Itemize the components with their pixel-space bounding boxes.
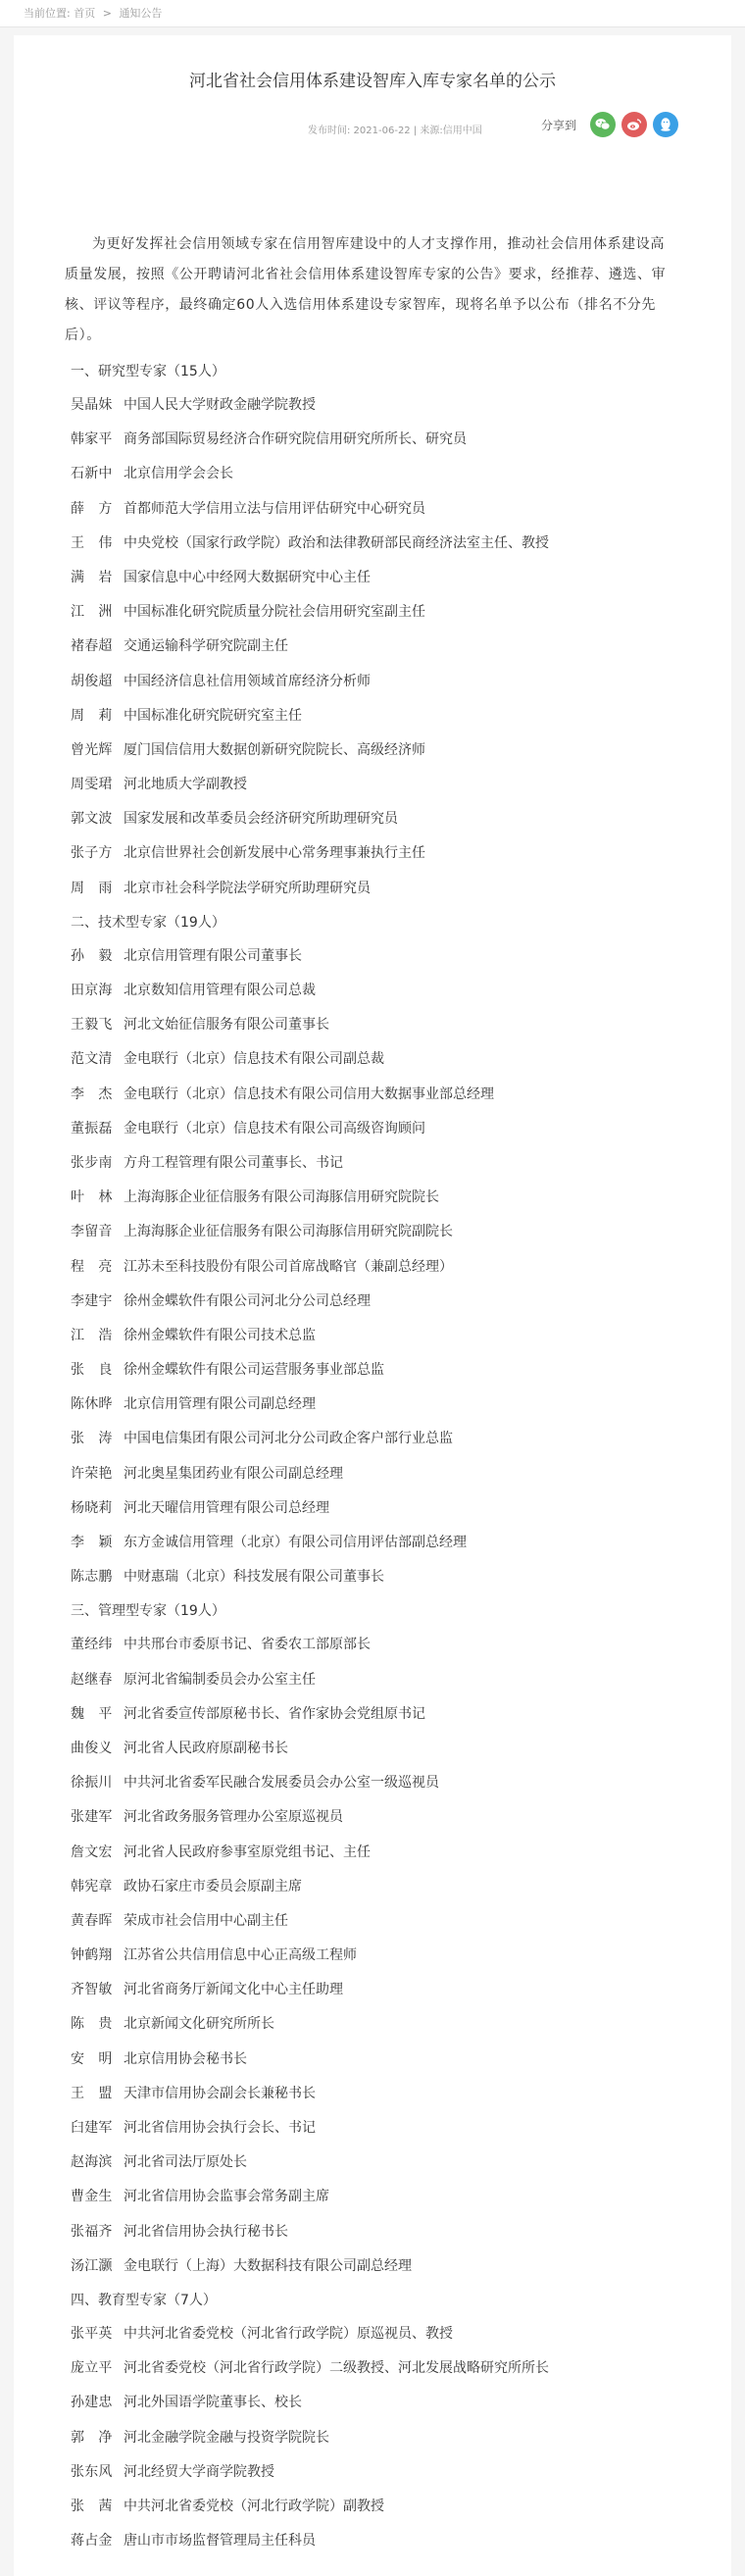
expert-title: 金电联行（上海）大数据科技有限公司副总经理 — [124, 2257, 412, 2274]
expert-row — [65, 2180, 674, 2214]
expert-title: 河北省信用协会执行秘书长 — [124, 2223, 288, 2240]
expert-name: 陈休晔 — [71, 1396, 113, 1413]
expert-row — [65, 1112, 674, 1146]
expert-title: 国家信息中心中经网大数据研究中心主任 — [124, 569, 371, 585]
expert-title: 国家发展和改革委员会经济研究所助理研究员 — [124, 811, 398, 828]
expert-title: 河北省商务厅新闻文化中心主任助理 — [124, 1982, 343, 1998]
expert-row — [65, 1353, 674, 1388]
expert-name: 张 良 — [71, 1362, 113, 1379]
expert-name: 吴晶妹 — [71, 397, 113, 413]
expert-name: 曹金生 — [71, 2189, 113, 2205]
expert-title: 北京信用协会秘书长 — [124, 2050, 247, 2067]
expert-row — [65, 1560, 674, 1594]
expert-row — [65, 1042, 674, 1077]
expert-name: 张东风 — [71, 2463, 113, 2480]
expert-name: 叶 林 — [71, 1189, 113, 1206]
expert-row — [65, 2215, 674, 2249]
expert-title: 河北地质大学副教授 — [124, 777, 247, 793]
expert-name: 钟鹤翔 — [71, 1947, 113, 1964]
expert-row — [65, 802, 674, 836]
expert-row — [65, 939, 674, 974]
expert-name: 褚春超 — [71, 638, 113, 655]
expert-title: 天津市信用协会副会长兼秘书长 — [124, 2085, 316, 2101]
section-heading: 二、技术型专家（19人） — [71, 914, 225, 931]
expert-name: 满 岩 — [71, 569, 113, 585]
article-content — [14, 229, 731, 2558]
expert-row — [65, 2317, 674, 2351]
expert-name: 魏 平 — [71, 1705, 113, 1722]
expert-name: 田京海 — [71, 983, 113, 998]
expert-title: 中国经济信息社信用领域首席经济分析师 — [124, 673, 371, 689]
expert-title: 河北金融学院金融与投资学院院长 — [124, 2429, 329, 2446]
expert-row — [65, 388, 674, 423]
expert-title: 河北天曜信用管理有限公司总经理 — [124, 1499, 329, 1516]
expert-title: 中国人民大学财政金融学院教授 — [124, 397, 316, 413]
expert-title: 徐州金蝶软件有限公司技术总监 — [124, 1327, 316, 1343]
expert-row — [65, 699, 674, 733]
share-wechat-button[interactable] — [590, 112, 616, 137]
expert-title: 方舟工程管理有限公司董事长、书记 — [124, 1154, 343, 1171]
expert-name: 董振磊 — [71, 1120, 113, 1136]
expert-row — [65, 527, 674, 561]
expert-row — [65, 1181, 674, 1215]
expert-row — [65, 2421, 674, 2455]
expert-row — [65, 1697, 674, 1732]
weibo-icon — [626, 118, 642, 131]
expert-row — [65, 768, 674, 802]
expert-row — [65, 1008, 674, 1042]
expert-name: 王毅飞 — [71, 1017, 113, 1034]
expert-name: 张建军 — [71, 1809, 113, 1826]
expert-title: 金电联行（北京）信息技术有限公司高级咨询顾问 — [124, 1120, 425, 1136]
expert-title: 上海海豚企业征信服务有限公司海豚信用研究院副院长 — [124, 1224, 453, 1240]
expert-name: 臼建军 — [71, 2120, 113, 2136]
expert-title: 江苏省公共信用信息中心正高级工程师 — [124, 1947, 357, 1964]
expert-title: 金电联行（北京）信息技术有限公司副总裁 — [124, 1051, 384, 1068]
expert-row — [65, 1904, 674, 1939]
expert-title: 北京信用管理有限公司副总经理 — [124, 1396, 316, 1413]
expert-row — [65, 2007, 674, 2042]
expert-title: 原河北省编制委员会办公室主任 — [124, 1671, 316, 1688]
expert-title: 唐山市市场监督管理局主任科员 — [124, 2533, 316, 2550]
expert-title: 交通运输科学研究院副主任 — [124, 638, 288, 655]
share-label: 分享到 — [540, 118, 576, 132]
expert-name: 孙 毅 — [71, 947, 113, 964]
expert-name: 周 雨 — [71, 880, 113, 896]
expert-name: 李 颖 — [71, 1535, 113, 1550]
expert-title: 中国标准化研究院研究室主任 — [124, 707, 302, 724]
expert-name: 王 伟 — [71, 534, 113, 551]
expert-title: 金电联行（北京）信息技术有限公司信用大数据事业部总经理 — [124, 1086, 494, 1102]
qq-icon — [659, 117, 672, 132]
wechat-icon — [595, 118, 611, 131]
expert-name: 曾光辉 — [71, 741, 113, 758]
expert-title: 上海海豚企业征信服务有限公司海豚信用研究院院长 — [124, 1189, 439, 1206]
expert-row — [65, 2524, 674, 2558]
article-meta: 发布时间: 2021-06-22 | 来源:信用中国 — [308, 126, 482, 136]
share-weibo-button[interactable] — [621, 112, 647, 137]
expert-row — [65, 1628, 674, 1662]
expert-name: 齐智敏 — [71, 1982, 113, 1998]
expert-row — [65, 561, 674, 595]
expert-title: 北京信用学会会长 — [124, 466, 233, 482]
expert-title: 北京市社会科学院法学研究所助理研究员 — [124, 880, 371, 896]
expert-name: 江 浩 — [71, 1327, 113, 1343]
expert-name: 郭文波 — [71, 811, 113, 828]
expert-name: 黄春晖 — [71, 1912, 113, 1929]
expert-name: 曲俊义 — [71, 1740, 113, 1756]
section-heading: 四、教育型专家（7人） — [71, 2292, 217, 2308]
expert-row — [65, 630, 674, 664]
expert-name: 韩家平 — [71, 431, 113, 448]
expert-title: 商务部国际贸易经济合作研究院信用研究所所长、研究员 — [124, 431, 467, 448]
expert-row — [65, 2146, 674, 2180]
expert-title: 政协石家庄市委员会原副主席 — [124, 1878, 302, 1894]
expert-title: 江苏未至科技股份有限公司首席战略官（兼副总经理） — [124, 1258, 453, 1275]
expert-name: 李建宇 — [71, 1292, 113, 1309]
expert-name: 陈志鹏 — [71, 1569, 113, 1586]
expert-row — [65, 665, 674, 699]
expert-row — [65, 2490, 674, 2524]
expert-row — [65, 1388, 674, 1422]
expert-title: 北京信世界社会创新发展中心常务理事兼执行主任 — [124, 845, 425, 862]
expert-name: 石新中 — [71, 466, 113, 482]
expert-title: 中财惠瑞（北京）科技发展有限公司董事长 — [124, 1569, 384, 1586]
expert-row — [65, 1526, 674, 1560]
expert-title: 河北省委党校（河北省行政学院）二级教授、河北发展战略研究所所长 — [124, 2360, 549, 2377]
expert-row — [65, 2077, 674, 2111]
expert-name: 蒋占金 — [71, 2533, 113, 2550]
expert-name: 张子方 — [71, 845, 113, 862]
expert-title: 河北省人民政府原副秘书长 — [124, 1740, 288, 1756]
expert-title: 荣成市社会信用中心副主任 — [124, 1912, 288, 1929]
expert-title: 首都师范大学信用立法与信用评估研究中心研究员 — [124, 500, 425, 517]
expert-name: 汤江灏 — [71, 2257, 113, 2274]
expert-title: 徐州金蝶软件有限公司运营服务事业部总监 — [124, 1362, 384, 1379]
expert-name: 赵继春 — [71, 1671, 113, 1688]
expert-title: 中共河北省委军民融合发展委员会办公室一级巡视员 — [124, 1775, 439, 1792]
expert-title: 中央党校（国家行政学院）政治和法律教研部民商经济法室主任、教授 — [124, 534, 549, 551]
expert-row — [65, 1732, 674, 1766]
expert-row — [65, 595, 674, 630]
expert-name: 张福齐 — [71, 2223, 113, 2240]
expert-title: 河北省人民政府参事室原党组书记、主任 — [124, 1844, 371, 1860]
expert-name: 陈 贵 — [71, 2016, 113, 2033]
expert-name: 詹文宏 — [71, 1844, 113, 1860]
expert-title: 河北省信用协会监事会常务副主席 — [124, 2189, 329, 2205]
expert-title: 中共河北省委党校（河北省行政学院）原巡视员、教授 — [124, 2325, 453, 2342]
article-intro: 为更好发挥社会信用领域专家在信用智库建设中的人才支撑作用，推动社会信用体系建设高质量发展，按照《公开聘请河北省社会信用体系建设智库专家的公告》要求，经推荐、遴选、审核、评议等程序，最终确定60人入选信用体系建设专家智库，现将名单予以公布（排名不分先后）。 — [65, 236, 667, 343]
expert-row — [65, 1491, 674, 1526]
section-heading: 一、研究型专家（15人） — [71, 364, 225, 379]
expert-name: 孙建忠 — [71, 2395, 113, 2411]
share-bar — [541, 112, 678, 137]
expert-title: 河北经贸大学商学院教授 — [124, 2463, 274, 2480]
expert-sections — [65, 355, 674, 2558]
expert-row — [65, 1422, 674, 1456]
expert-title: 厦门国信信用大数据创新研究院院长、高级经济师 — [124, 741, 425, 758]
expert-row — [65, 2351, 674, 2386]
breadcrumb — [0, 0, 745, 27]
expert-row — [65, 1285, 674, 1319]
expert-title: 河北省委宣传部原秘书长、省作家协会党组原书记 — [124, 1705, 425, 1722]
share-qq-button[interactable] — [653, 112, 678, 137]
expert-name: 周雯珺 — [71, 777, 113, 793]
expert-name: 张平英 — [71, 2325, 113, 2342]
expert-name: 李 杰 — [71, 1086, 113, 1102]
expert-row — [65, 1078, 674, 1112]
expert-name: 张 茜 — [71, 2498, 113, 2514]
expert-row — [65, 457, 674, 491]
expert-row — [65, 1800, 674, 1835]
expert-row — [65, 1939, 674, 1973]
expert-row — [65, 974, 674, 1008]
expert-name: 安 明 — [71, 2050, 113, 2067]
expert-name: 江 洲 — [71, 604, 113, 621]
expert-row — [65, 1457, 674, 1491]
expert-title: 徐州金蝶软件有限公司河北分公司总经理 — [124, 1292, 371, 1309]
expert-row — [65, 1973, 674, 2007]
expert-name: 徐振川 — [71, 1775, 113, 1792]
expert-name: 胡俊超 — [71, 673, 113, 689]
breadcrumb-current-link[interactable]: 通知公告 — [119, 7, 163, 20]
breadcrumb-home-link[interactable]: 首页 — [74, 7, 96, 20]
expert-title: 北京数知信用管理有限公司总裁 — [124, 983, 316, 998]
expert-row — [65, 872, 674, 906]
article-meta-row — [14, 112, 731, 147]
expert-name: 王 盟 — [71, 2085, 113, 2101]
article-card — [14, 35, 731, 2576]
expert-name: 李留音 — [71, 1224, 113, 1240]
expert-title: 中共河北省委党校（河北行政学院）副教授 — [124, 2498, 384, 2514]
breadcrumb-prefix: 当前位置: — [24, 7, 71, 20]
article-title: 河北省社会信用体系建设智库入库专家名单的公示 — [189, 72, 556, 91]
expert-row — [65, 2249, 674, 2284]
expert-row — [65, 1663, 674, 1697]
expert-row — [65, 1870, 674, 1904]
expert-name: 许荣艳 — [71, 1465, 113, 1482]
expert-row — [65, 1766, 674, 1800]
expert-row — [65, 1215, 674, 1249]
expert-row — [65, 423, 674, 457]
expert-row — [65, 836, 674, 871]
expert-row — [65, 2386, 674, 2420]
expert-row — [65, 1250, 674, 1285]
expert-title: 河北文始征信服务有限公司董事长 — [124, 1017, 329, 1034]
expert-name: 韩宪章 — [71, 1878, 113, 1894]
section-heading: 三、管理型专家（19人） — [71, 1603, 225, 1620]
expert-row — [65, 733, 674, 768]
expert-row — [65, 1146, 674, 1181]
expert-title: 河北省司法厅原处长 — [124, 2154, 247, 2171]
expert-row — [65, 1319, 674, 1353]
expert-row — [65, 492, 674, 527]
expert-name: 杨晓莉 — [71, 1499, 113, 1516]
expert-row — [65, 1836, 674, 1870]
expert-title: 中国电信集团有限公司河北分公司政企客户部行业总监 — [124, 1431, 453, 1447]
expert-name: 张步南 — [71, 1154, 113, 1171]
expert-name: 范文清 — [71, 1051, 113, 1068]
expert-row — [65, 2111, 674, 2146]
expert-title: 北京新闻文化研究所所长 — [124, 2016, 274, 2033]
expert-title: 河北省政务服务管理办公室原巡视员 — [124, 1809, 343, 1826]
expert-name: 程 亮 — [71, 1258, 113, 1275]
expert-name: 董经纬 — [71, 1637, 113, 1653]
expert-title: 北京信用管理有限公司董事长 — [124, 947, 302, 964]
expert-title: 河北奥星集团药业有限公司副总经理 — [124, 1465, 343, 1482]
expert-name: 薛 方 — [71, 500, 113, 517]
expert-title: 东方金诚信用管理（北京）有限公司信用评估部副总经理 — [124, 1535, 467, 1550]
expert-title: 中国标准化研究院质量分院社会信用研究室副主任 — [124, 604, 425, 621]
expert-row — [65, 2043, 674, 2077]
expert-name: 张 涛 — [71, 1431, 113, 1447]
expert-title: 河北外国语学院董事长、校长 — [124, 2395, 302, 2411]
breadcrumb-separator: > — [102, 7, 112, 20]
expert-name: 周 莉 — [71, 707, 113, 724]
expert-row — [65, 2455, 674, 2490]
expert-title: 河北省信用协会执行会长、书记 — [124, 2120, 316, 2136]
expert-name: 赵海滨 — [71, 2154, 113, 2171]
expert-name: 庞立平 — [71, 2360, 113, 2377]
expert-name: 郭 净 — [71, 2429, 113, 2446]
expert-title: 中共邢台市委原书记、省委农工部原部长 — [124, 1637, 371, 1653]
